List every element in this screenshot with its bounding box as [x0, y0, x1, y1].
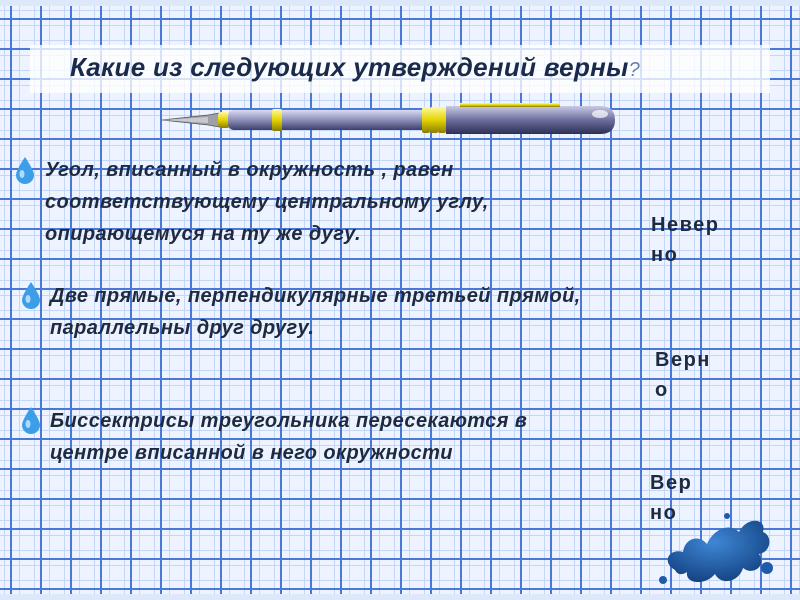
- answer-line: но: [651, 244, 679, 266]
- statement-2: [50, 280, 581, 344]
- answer-line: но: [650, 502, 678, 524]
- slide-frame-top: [0, 0, 800, 6]
- statement-1-line: соответствующему центральному углу,: [45, 191, 489, 213]
- statement-1-line: Угол, вписанный в окружность , равен: [45, 159, 454, 181]
- answer-line: Невер: [651, 214, 720, 236]
- statement-3-line: центре вписанной в него окружности: [50, 442, 453, 464]
- statement-3: [50, 405, 527, 469]
- slide-frame-bottom: [0, 594, 800, 600]
- answer-line: Вер: [650, 472, 693, 494]
- water-drop-icon: [20, 406, 42, 434]
- statement-2-line: Две прямые, перпендикулярные третьей прямой,: [50, 285, 581, 307]
- statement-1-line: опирающемуся на ту же дугу.: [45, 223, 361, 245]
- statement-2-line: параллельны друг другу.: [50, 317, 315, 339]
- statement-1-answer: [651, 210, 741, 270]
- statement-2-answer: [655, 345, 745, 405]
- slide-title: [70, 52, 640, 83]
- water-drop-icon: [20, 281, 42, 309]
- water-drop-icon: [14, 156, 36, 184]
- answer-line: о: [655, 379, 669, 401]
- ink-blot-icon: [655, 510, 775, 590]
- title-question-mark: ?: [628, 59, 641, 81]
- slide-title-text: Какие из следующих утверждений верны: [70, 52, 629, 82]
- pen-icon: [160, 100, 620, 140]
- answer-line: Верн: [655, 349, 711, 371]
- statement-3-line: Биссектрисы треугольника пересекаются в: [50, 410, 528, 432]
- statement-1: [45, 154, 489, 250]
